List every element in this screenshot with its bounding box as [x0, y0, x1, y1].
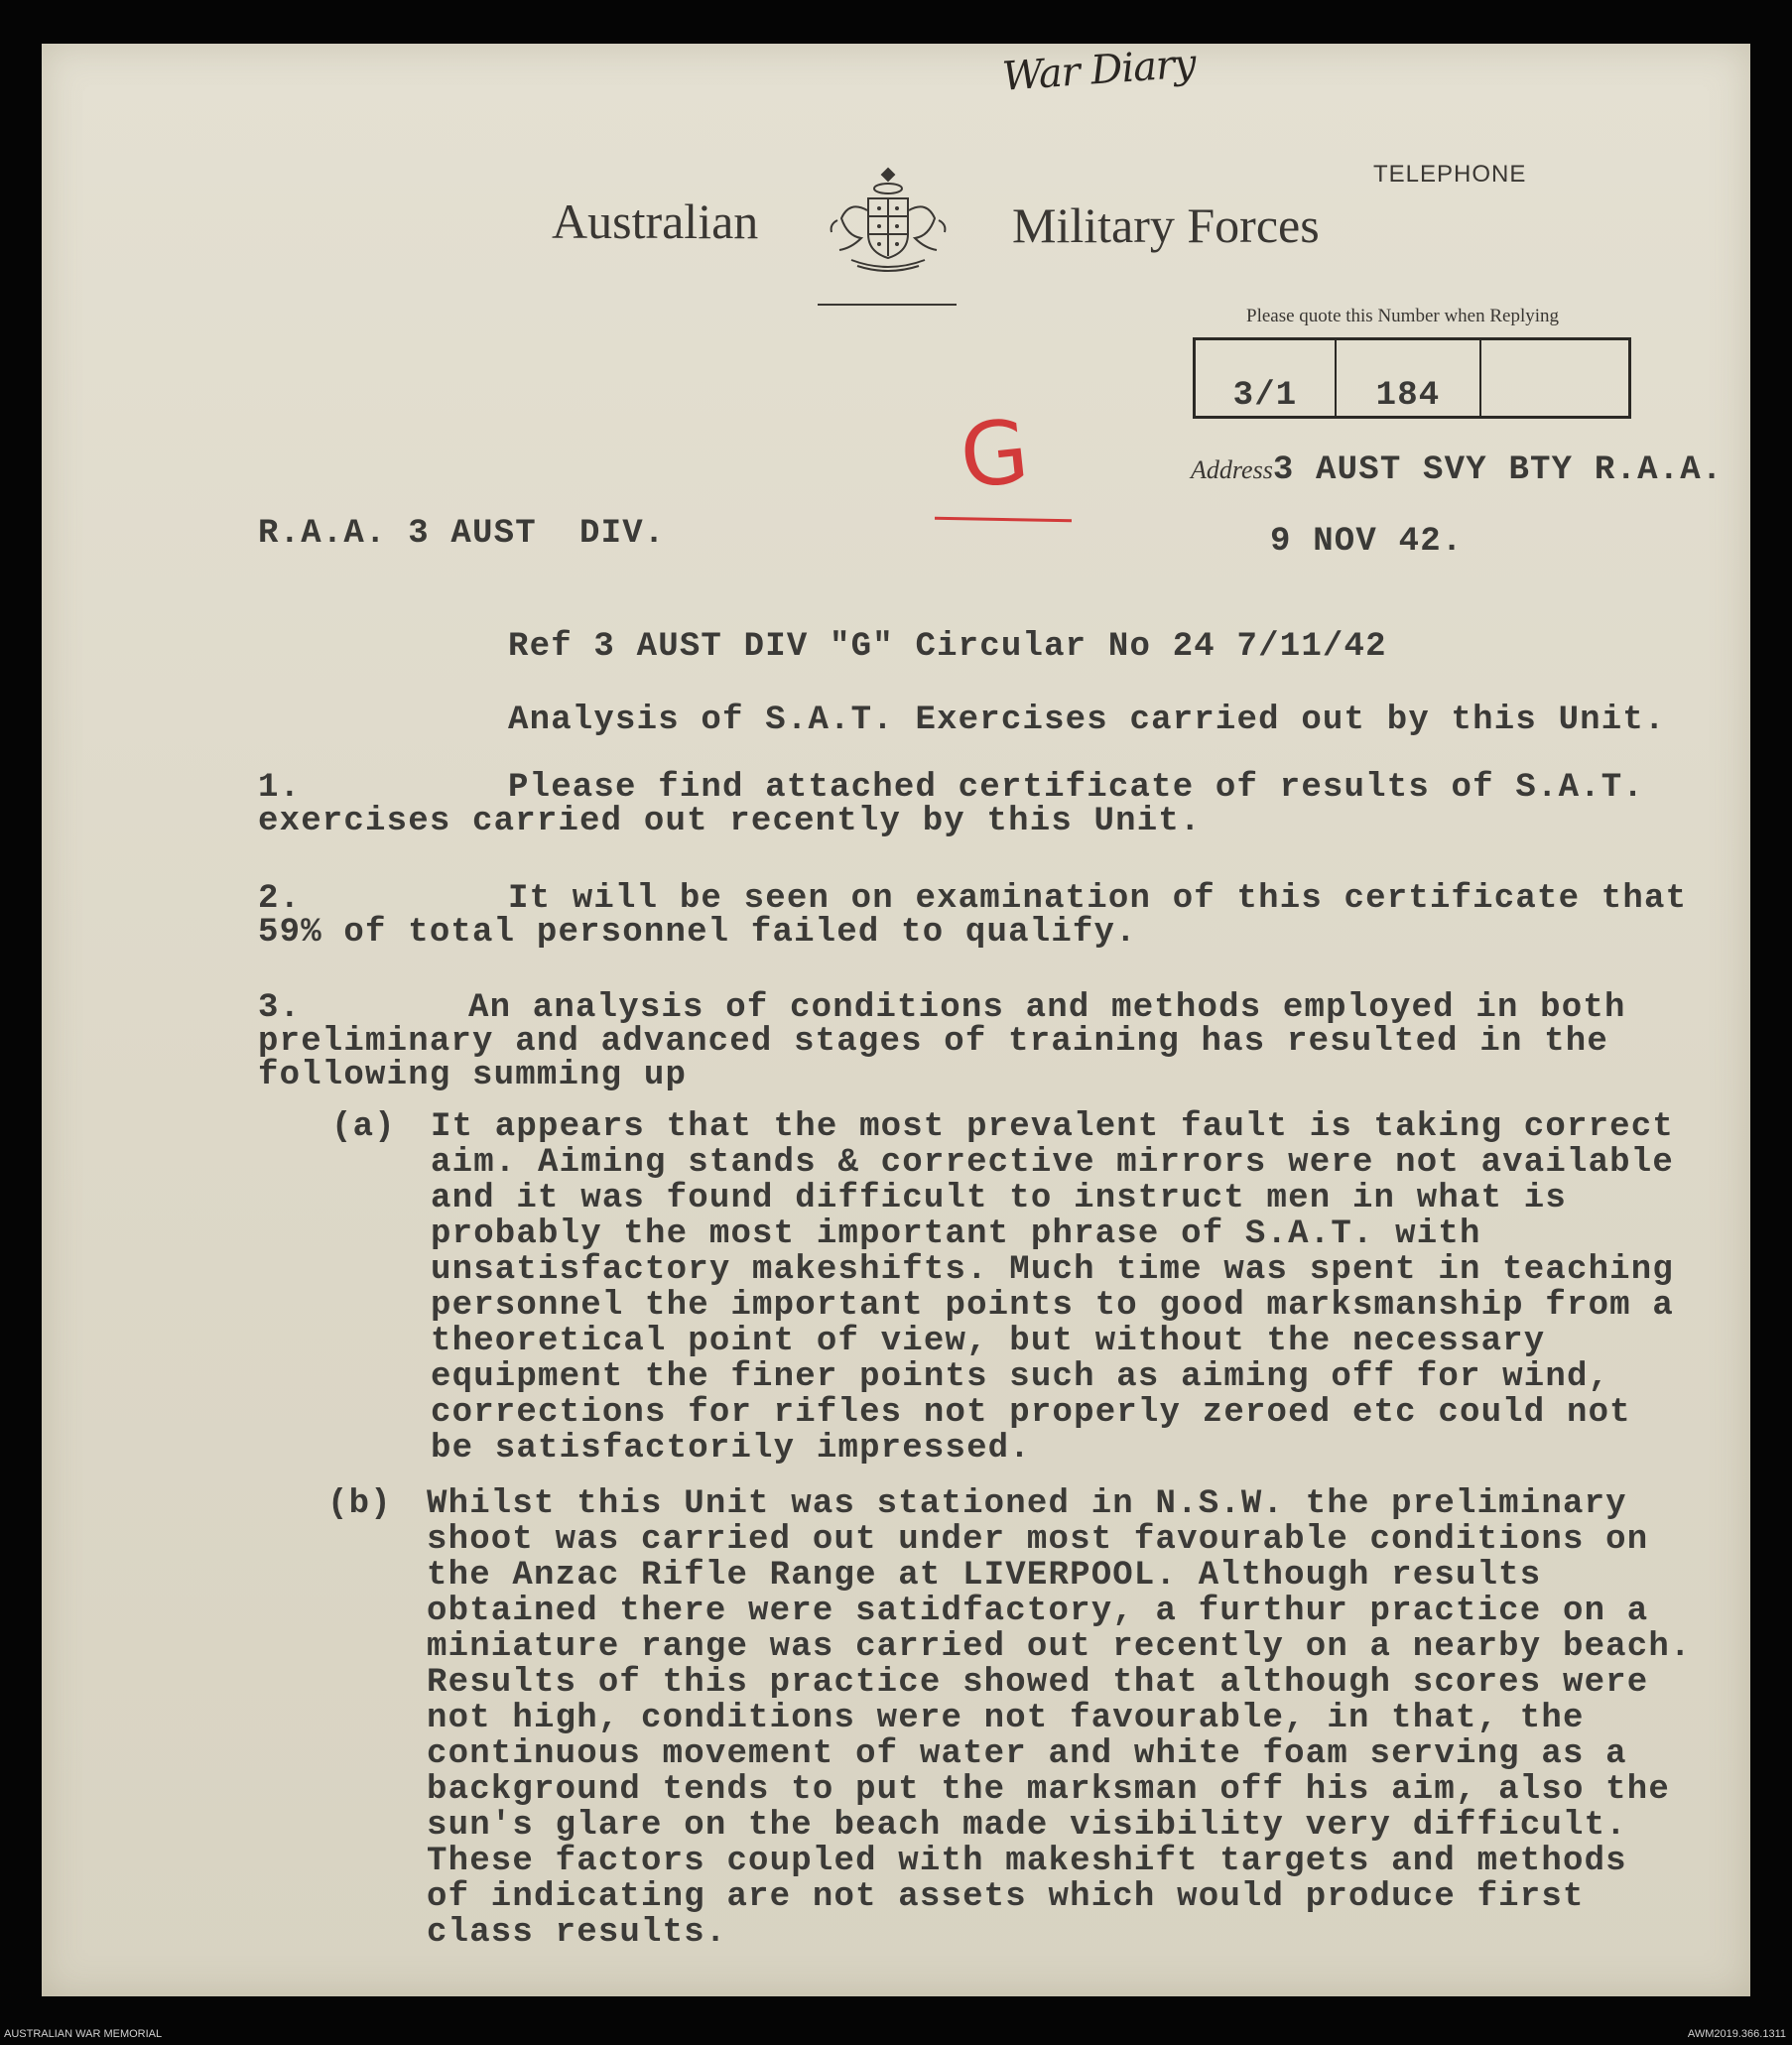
- subparagraph-label: (b): [327, 1485, 392, 1523]
- handwritten-annotation: War Diary: [1000, 41, 1198, 100]
- subparagraph-line: and it was found difficult to instruct men in what is: [431, 1180, 1567, 1217]
- subparagraph-line: equipment the finer points such as aiming off for wind,: [431, 1358, 1610, 1396]
- subparagraph-line: the Anzac Rifle Range at LIVERPOOL. Although results: [427, 1557, 1542, 1595]
- subparagraph-line: corrections for rifles not properly zeroed etc could not: [431, 1394, 1631, 1432]
- recipient: R.A.A. 3 AUST DIV.: [258, 515, 666, 553]
- subparagraph-line: theoretical point of view, but without the necessary: [431, 1323, 1546, 1360]
- paragraph-first-line: It will be seen on examination of this certificate that: [508, 880, 1688, 918]
- paragraph-number: 3.: [258, 989, 302, 1027]
- subparagraph-line: of indicating are not assets which would produce first: [427, 1878, 1585, 1916]
- paragraph-first-line: An analysis of conditions and methods employed in both: [468, 989, 1626, 1027]
- subparagraph-line: probably the most important phrase of S.A.T. with: [431, 1215, 1481, 1253]
- red-g-mark: G: [955, 399, 1034, 509]
- address-line: [1191, 452, 1723, 488]
- ref-cell-1: 3/1: [1196, 340, 1337, 416]
- paragraph-line: following summing up: [258, 1057, 688, 1094]
- quote-number-label: Please quote this Number when Replying: [1246, 306, 1560, 326]
- address-value: 3 AUST SVY BTY R.A.A.: [1272, 451, 1724, 489]
- subparagraph-line: shoot was carried out under most favourable conditions on: [427, 1521, 1649, 1559]
- subparagraph-line: obtained there were satidfactory, a furthur practice on a: [427, 1593, 1649, 1630]
- document-page: [42, 41, 1750, 1996]
- subparagraph-line: be satisfactorily impressed.: [431, 1430, 1031, 1468]
- footer-accession: AWM2019.366.1311: [1687, 2028, 1786, 2040]
- paragraph-number: 2.: [258, 880, 302, 918]
- reference-number-box: [1193, 337, 1631, 419]
- subparagraph-line: continuous movement of water and white foam serving as a: [427, 1735, 1627, 1773]
- paragraph-line: preliminary and advanced stages of training has resulted in the: [258, 1023, 1609, 1061]
- telephone-label: TELEPHONE: [1373, 161, 1527, 188]
- paragraph-line: 59% of total personnel failed to qualify.: [258, 914, 1137, 952]
- subparagraph-line: unsatisfactory makeshifts. Much time was spent in teaching: [431, 1251, 1674, 1289]
- subparagraph-line: It appears that the most prevalent fault is taking correct: [431, 1108, 1674, 1146]
- subparagraph-line: background tends to put the marksman off his aim, also the: [427, 1771, 1670, 1809]
- paragraph-line: exercises carried out recently by this Unit.: [258, 803, 1202, 840]
- address-label: Address: [1191, 455, 1273, 484]
- subparagraph-line: not high, conditions were not favourable, in that, the: [427, 1700, 1585, 1737]
- subparagraph-line: miniature range was carried out recently on a nearby beach.: [427, 1628, 1692, 1666]
- letter-date: 9 NOV 42.: [1270, 523, 1464, 561]
- letterhead-left: Australian: [552, 193, 759, 249]
- subparagraph-line: These factors coupled with makeshift targets and methods: [427, 1843, 1627, 1880]
- subject-line: Analysis of S.A.T. Exercises carried out by this Unit.: [508, 702, 1666, 739]
- letterhead-right: Military Forces: [1012, 197, 1320, 253]
- subparagraph-label: (a): [331, 1108, 396, 1146]
- letterhead-divider: [818, 304, 957, 306]
- reference-line: Ref 3 AUST DIV "G" Circular No 24 7/11/42: [508, 628, 1387, 666]
- subparagraph-line: Results of this practice showed that although scores were: [427, 1664, 1649, 1702]
- subparagraph-line: aim. Aiming stands & corrective mirrors were not available: [431, 1144, 1674, 1182]
- subparagraph-line: Whilst this Unit was stationed in N.S.W. the preliminary: [427, 1485, 1627, 1523]
- coat-of-arms-icon: [824, 161, 953, 290]
- red-underline: [935, 517, 1072, 522]
- ref-cell-2: 184: [1337, 340, 1481, 416]
- subparagraph-line: class results.: [427, 1914, 727, 1952]
- paragraph-number: 1.: [258, 769, 302, 807]
- footer-credit: AUSTRALIAN WAR MEMORIAL: [4, 2028, 163, 2040]
- subparagraph-line: personnel the important points to good marksmanship from a: [431, 1287, 1674, 1325]
- ref-cell-3: [1481, 340, 1628, 416]
- paragraph-first-line: Please find attached certificate of results of S.A.T.: [508, 769, 1644, 807]
- subparagraph-line: sun's glare on the beach made visibility very difficult.: [427, 1807, 1627, 1845]
